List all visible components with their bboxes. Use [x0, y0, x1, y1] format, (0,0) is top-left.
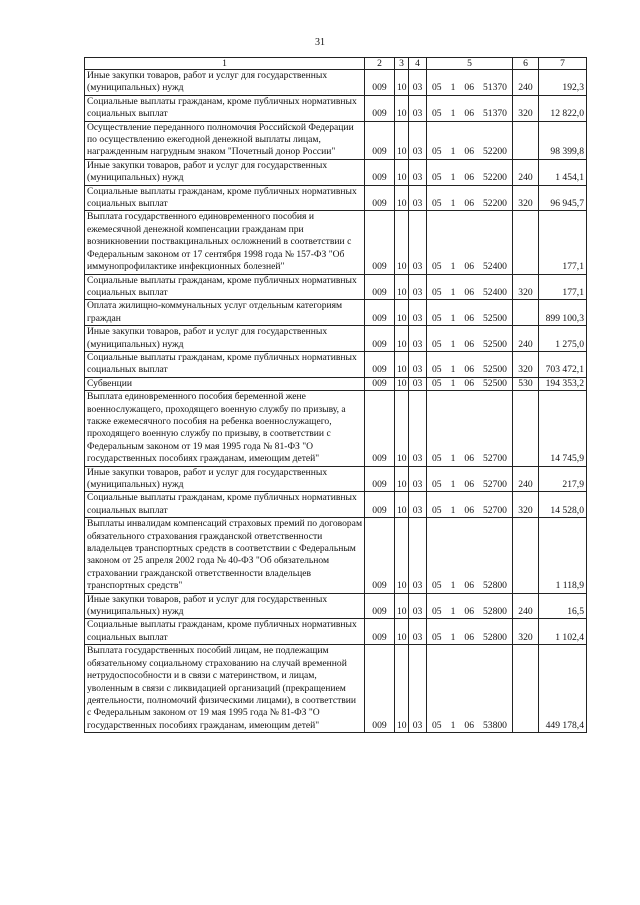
csr-part: 52700 — [482, 504, 507, 516]
row-target-article — [427, 159, 513, 185]
table-row — [85, 466, 587, 492]
row-amount: 1 275,0 — [539, 326, 587, 352]
row-expense-type — [513, 211, 539, 274]
header-col-6: 6 — [513, 58, 539, 70]
row-section-code: 10 — [395, 185, 409, 211]
csr-part: 52800 — [482, 631, 507, 643]
row-section-code: 10 — [395, 300, 409, 326]
row-amount: 449 178,4 — [539, 645, 587, 733]
row-ved-code: 009 — [365, 70, 395, 96]
csr-part: 05 — [432, 377, 442, 389]
csr-part: 05 — [432, 719, 442, 731]
row-section-code: 10 — [395, 518, 409, 593]
row-target-article — [427, 593, 513, 619]
row-section-code: 10 — [395, 593, 409, 619]
row-subsection-code: 03 — [409, 466, 427, 492]
csr-part: 51370 — [482, 82, 507, 94]
row-ved-code: 009 — [365, 492, 395, 518]
csr-part: 52700 — [482, 453, 507, 465]
csr-part: 05 — [432, 82, 442, 94]
table-row — [85, 326, 587, 352]
table-row — [85, 492, 587, 518]
csr-part: 06 — [464, 286, 474, 298]
csr-part: 05 — [432, 286, 442, 298]
row-name: Выплата государственных пособий лицам, не подлежащим обязательному социальному страхованию на случай временной нетрудоспособности и в связи с материнством, и лицам, уволенным в связи с ликвидацией организаций (прекращением деятельности, полномочий физическими лицами), в соответствии с Федеральным законом от 19 мая 1995 года № 81-ФЗ "О государственных пособиях гражданам, имеющим детей" — [85, 645, 365, 733]
csr-part: 1 — [450, 261, 456, 273]
csr-part: 1 — [450, 146, 456, 158]
header-col-5: 5 — [427, 58, 513, 70]
row-expense-type: 240 — [513, 70, 539, 96]
table-row — [85, 593, 587, 619]
row-amount: 1 118,9 — [539, 518, 587, 593]
row-name: Осуществление переданного полномочия Российской Федерации по осуществлению ежегодной денежной выплаты лицам, награжденным нагрудным знаком "Почетный донор России" — [85, 121, 365, 159]
row-section-code: 10 — [395, 619, 409, 645]
row-target-article — [427, 466, 513, 492]
row-ved-code: 009 — [365, 377, 395, 390]
row-section-code: 10 — [395, 466, 409, 492]
csr-part: 05 — [432, 198, 442, 210]
row-target-article — [427, 185, 513, 211]
csr-part: 1 — [450, 580, 456, 592]
table-row — [85, 121, 587, 159]
csr-part: 06 — [464, 606, 474, 618]
csr-part: 05 — [432, 172, 442, 184]
csr-part: 52400 — [482, 261, 507, 273]
csr-part: 05 — [432, 108, 442, 120]
row-ved-code: 009 — [365, 121, 395, 159]
row-subsection-code: 03 — [409, 300, 427, 326]
row-ved-code: 009 — [365, 351, 395, 377]
header-col-1: 1 — [85, 58, 365, 70]
row-ved-code: 009 — [365, 466, 395, 492]
csr-part: 06 — [464, 146, 474, 158]
csr-part: 05 — [432, 606, 442, 618]
row-name: Социальные выплаты гражданам, кроме публичных нормативных социальных выплат — [85, 351, 365, 377]
row-expense-type: 320 — [513, 619, 539, 645]
row-subsection-code: 03 — [409, 377, 427, 390]
csr-part: 06 — [464, 261, 474, 273]
row-subsection-code: 03 — [409, 185, 427, 211]
table-row — [85, 619, 587, 645]
csr-part: 05 — [432, 631, 442, 643]
csr-part: 05 — [432, 338, 442, 350]
row-expense-type: 240 — [513, 593, 539, 619]
row-ved-code: 009 — [365, 185, 395, 211]
csr-part: 1 — [450, 606, 456, 618]
row-ved-code: 009 — [365, 645, 395, 733]
header-col-3: 3 — [395, 58, 409, 70]
row-name: Социальные выплаты гражданам, кроме публичных нормативных социальных выплат — [85, 274, 365, 300]
row-name: Иные закупки товаров, работ и услуг для государственных (муниципальных) нужд — [85, 70, 365, 96]
row-amount: 1 454,1 — [539, 159, 587, 185]
csr-part: 06 — [464, 82, 474, 94]
csr-part: 05 — [432, 146, 442, 158]
table-row — [85, 70, 587, 96]
csr-part: 1 — [450, 338, 456, 350]
row-ved-code: 009 — [365, 300, 395, 326]
row-name: Социальные выплаты гражданам, кроме публичных нормативных социальных выплат — [85, 619, 365, 645]
row-subsection-code: 03 — [409, 211, 427, 274]
csr-part: 05 — [432, 312, 442, 324]
csr-part: 53800 — [482, 719, 507, 731]
csr-part: 1 — [450, 286, 456, 298]
row-amount: 703 472,1 — [539, 351, 587, 377]
row-expense-type — [513, 518, 539, 593]
header-col-4: 4 — [409, 58, 427, 70]
csr-part: 1 — [450, 198, 456, 210]
row-ved-code: 009 — [365, 518, 395, 593]
csr-part: 05 — [432, 504, 442, 516]
row-target-article — [427, 121, 513, 159]
row-target-article — [427, 391, 513, 466]
row-amount: 217,9 — [539, 466, 587, 492]
row-target-article — [427, 274, 513, 300]
csr-part: 52500 — [482, 338, 507, 350]
row-expense-type — [513, 391, 539, 466]
csr-part: 1 — [450, 364, 456, 376]
csr-part: 06 — [464, 580, 474, 592]
table-row — [85, 300, 587, 326]
row-subsection-code: 03 — [409, 274, 427, 300]
csr-part: 52200 — [482, 146, 507, 158]
csr-part: 52800 — [482, 606, 507, 618]
csr-part: 52700 — [482, 479, 507, 490]
csr-part: 05 — [432, 479, 442, 490]
row-expense-type — [513, 645, 539, 733]
row-section-code: 10 — [395, 70, 409, 96]
row-ved-code: 009 — [365, 159, 395, 185]
row-amount: 177,1 — [539, 211, 587, 274]
row-section-code: 10 — [395, 645, 409, 733]
csr-part: 1 — [450, 172, 456, 184]
row-amount: 899 100,3 — [539, 300, 587, 326]
csr-part: 52800 — [482, 580, 507, 592]
row-expense-type: 240 — [513, 159, 539, 185]
csr-part: 52500 — [482, 364, 507, 376]
csr-part: 06 — [464, 479, 474, 490]
csr-part: 1 — [450, 719, 456, 731]
row-expense-type: 320 — [513, 95, 539, 121]
table-row — [85, 185, 587, 211]
row-amount: 194 353,2 — [539, 377, 587, 390]
csr-part: 06 — [464, 338, 474, 350]
row-ved-code: 009 — [365, 211, 395, 274]
row-amount: 16,5 — [539, 593, 587, 619]
row-section-code: 10 — [395, 377, 409, 390]
row-ved-code: 009 — [365, 326, 395, 352]
row-subsection-code: 03 — [409, 95, 427, 121]
row-name: Оплата жилищно-коммунальных услуг отдельным категориям граждан — [85, 300, 365, 326]
row-target-article — [427, 326, 513, 352]
row-expense-type — [513, 121, 539, 159]
csr-part: 06 — [464, 504, 474, 516]
row-subsection-code: 03 — [409, 518, 427, 593]
row-expense-type: 320 — [513, 351, 539, 377]
header-col-7: 7 — [539, 58, 587, 70]
table-row — [85, 274, 587, 300]
row-ved-code: 009 — [365, 619, 395, 645]
table-row — [85, 159, 587, 185]
csr-part: 1 — [450, 479, 456, 490]
csr-part: 1 — [450, 108, 456, 120]
row-ved-code: 009 — [365, 95, 395, 121]
csr-part: 1 — [450, 377, 456, 389]
row-expense-type: 240 — [513, 466, 539, 492]
row-target-article — [427, 518, 513, 593]
table-row — [85, 518, 587, 593]
csr-part: 05 — [432, 580, 442, 592]
table-row — [85, 351, 587, 377]
row-section-code: 10 — [395, 492, 409, 518]
budget-table — [84, 57, 587, 733]
csr-part: 1 — [450, 82, 456, 94]
row-target-article — [427, 492, 513, 518]
csr-part: 06 — [464, 172, 474, 184]
row-subsection-code: 03 — [409, 492, 427, 518]
csr-part: 1 — [450, 631, 456, 643]
row-amount: 192,3 — [539, 70, 587, 96]
row-amount: 1 102,4 — [539, 619, 587, 645]
page-number: 31 — [315, 37, 325, 48]
csr-part: 06 — [464, 198, 474, 210]
row-subsection-code: 03 — [409, 121, 427, 159]
table-row — [85, 391, 587, 466]
row-target-article — [427, 95, 513, 121]
row-expense-type: 530 — [513, 377, 539, 390]
row-target-article — [427, 351, 513, 377]
row-expense-type — [513, 300, 539, 326]
row-target-article — [427, 70, 513, 96]
table-row — [85, 95, 587, 121]
row-name: Иные закупки товаров, работ и услуг для государственных (муниципальных) нужд — [85, 593, 365, 619]
table-row — [85, 211, 587, 274]
row-amount: 177,1 — [539, 274, 587, 300]
csr-part: 51370 — [482, 108, 507, 120]
table-header-row — [85, 58, 587, 70]
row-name: Иные закупки товаров, работ и услуг для государственных (муниципальных) нужд — [85, 326, 365, 352]
row-name: Социальные выплаты гражданам, кроме публичных нормативных социальных выплат — [85, 492, 365, 518]
row-name: Иные закупки товаров, работ и услуг для государственных (муниципальных) нужд — [85, 159, 365, 185]
row-section-code: 10 — [395, 326, 409, 352]
row-section-code: 10 — [395, 391, 409, 466]
row-target-article — [427, 300, 513, 326]
row-expense-type: 320 — [513, 274, 539, 300]
row-name: Социальные выплаты гражданам, кроме публичных нормативных социальных выплат — [85, 95, 365, 121]
row-expense-type: 320 — [513, 492, 539, 518]
csr-part: 06 — [464, 364, 474, 376]
table-row — [85, 377, 587, 390]
csr-part: 06 — [464, 719, 474, 731]
csr-part: 52200 — [482, 172, 507, 184]
csr-part: 52500 — [482, 312, 507, 324]
row-section-code: 10 — [395, 121, 409, 159]
csr-part: 05 — [432, 261, 442, 273]
row-target-article — [427, 645, 513, 733]
row-amount: 12 822,0 — [539, 95, 587, 121]
csr-part: 1 — [450, 312, 456, 324]
row-ved-code: 009 — [365, 391, 395, 466]
csr-part: 06 — [464, 453, 474, 465]
row-name: Выплаты инвалидам компенсаций страховых премий по договорам обязательного страхования гражданской ответственности владельцев транспортных средств в соответствии с Федеральным законом от 25 апреля 2002 года № 40-ФЗ "Об обязательном страховании гражданской ответственности владельцев транспортных средств" — [85, 518, 365, 593]
csr-part: 06 — [464, 377, 474, 389]
csr-part: 05 — [432, 453, 442, 465]
csr-part: 06 — [464, 312, 474, 324]
row-section-code: 10 — [395, 351, 409, 377]
row-name: Социальные выплаты гражданам, кроме публичных нормативных социальных выплат — [85, 185, 365, 211]
header-col-2: 2 — [365, 58, 395, 70]
row-name: Субвенции — [85, 377, 365, 390]
row-amount: 98 399,8 — [539, 121, 587, 159]
row-amount: 14 745,9 — [539, 391, 587, 466]
csr-part: 52200 — [482, 198, 507, 210]
row-subsection-code: 03 — [409, 619, 427, 645]
csr-part: 06 — [464, 631, 474, 643]
row-ved-code: 009 — [365, 593, 395, 619]
row-section-code: 10 — [395, 274, 409, 300]
csr-part: 52400 — [482, 286, 507, 298]
row-name: Выплата единовременного пособия беременной жене военнослужащего, проходящего военную службу по призыву, а также ежемесячного пособия на ребенка военнослужащего, проходящего военную службу по призыву, в соответствии с Федеральным законом от 19 мая 1995 года № 81-ФЗ "О государственных пособиях гражданам, имеющим детей" — [85, 391, 365, 466]
table-row — [85, 645, 587, 733]
row-amount: 14 528,0 — [539, 492, 587, 518]
row-section-code: 10 — [395, 211, 409, 274]
row-section-code: 10 — [395, 95, 409, 121]
row-target-article — [427, 211, 513, 274]
csr-part: 52500 — [482, 377, 507, 389]
csr-part: 06 — [464, 108, 474, 120]
csr-part: 05 — [432, 364, 442, 376]
row-target-article — [427, 619, 513, 645]
row-subsection-code: 03 — [409, 351, 427, 377]
csr-part: 1 — [450, 453, 456, 465]
row-subsection-code: 03 — [409, 70, 427, 96]
row-subsection-code: 03 — [409, 159, 427, 185]
csr-part: 1 — [450, 504, 456, 516]
row-subsection-code: 03 — [409, 326, 427, 352]
row-section-code: 10 — [395, 159, 409, 185]
row-expense-type: 320 — [513, 185, 539, 211]
row-ved-code: 009 — [365, 274, 395, 300]
row-subsection-code: 03 — [409, 593, 427, 619]
row-subsection-code: 03 — [409, 645, 427, 733]
row-name: Иные закупки товаров, работ и услуг для государственных (муниципальных) нужд — [85, 466, 365, 492]
row-target-article — [427, 377, 513, 390]
row-subsection-code: 03 — [409, 391, 427, 466]
row-name: Выплата государственного единовременного пособия и ежемесячной денежной компенсации гражданам при возникновении поствакцинальных осложнений в соответствии с Федеральным законом от 17 сентября 1998 года № 157-ФЗ "Об иммунопрофилактике инфекционных болезней" — [85, 211, 365, 274]
row-amount: 96 945,7 — [539, 185, 587, 211]
row-expense-type: 240 — [513, 326, 539, 352]
